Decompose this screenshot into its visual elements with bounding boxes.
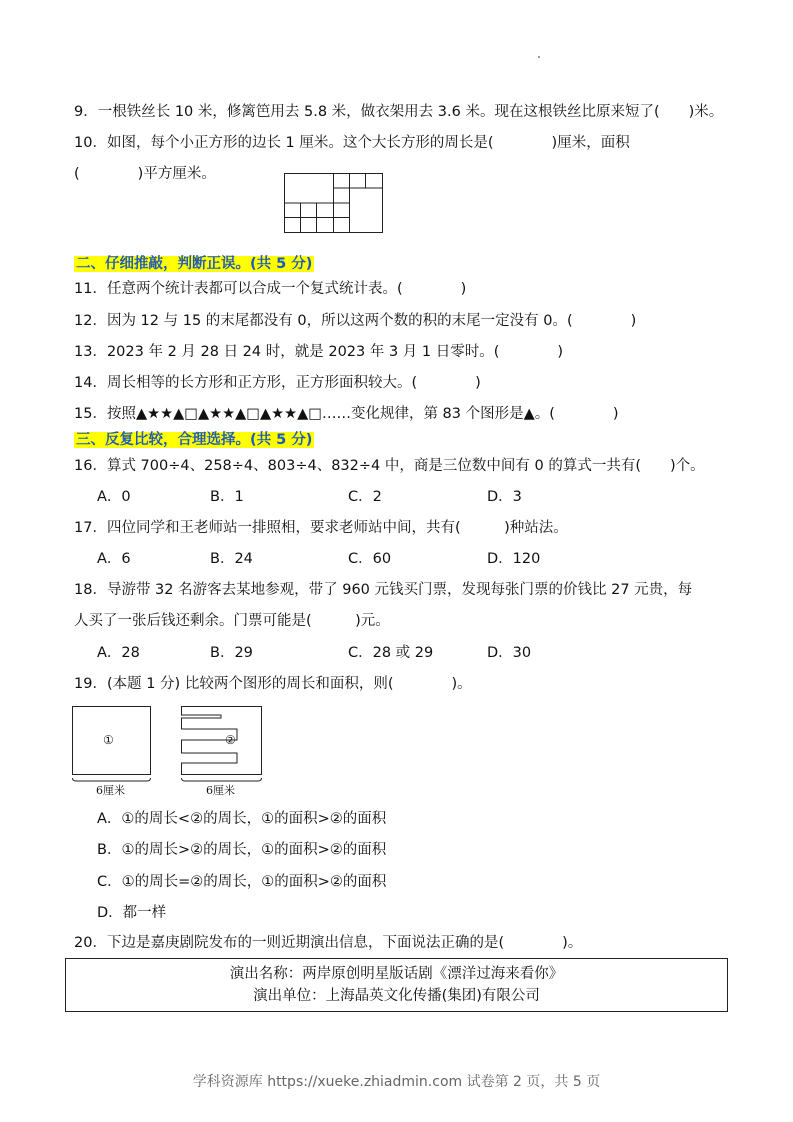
performance-organizer: 演出单位：上海晶英文化传播(集团)有限公司 [253, 988, 540, 1004]
q19-option-b: B．①的周长>②的周长，①的面积>②的面积 [97, 842, 387, 858]
performance-name: 演出名称：两岸原创明星版话剧《漂洋过海来看你》 [229, 966, 564, 982]
q18-option-b: B．29 [210, 645, 253, 661]
q19-option-c: C．①的周长=②的周长，①的面积>②的面积 [97, 874, 387, 890]
question-13: 13．2023 年 2 月 28 日 24 时，就是 2023 年 3 月 1 日零时。( ) [74, 344, 564, 360]
q17-option-b: B．24 [210, 551, 253, 567]
question-16: 16．算式 700÷4、258÷4、803÷4、832÷4 中，商是三位数中间有 0 的算式一共有( )个。 [74, 458, 705, 474]
q16-option-b: B．1 [210, 489, 244, 505]
q19-figure-2-label: ② [225, 733, 236, 747]
question-10-grid-figure [284, 173, 384, 235]
q18-option-c: C．28 或 29 [348, 645, 434, 661]
q18-option-a: A．28 [97, 645, 140, 661]
q19-figure-2-width: 6厘米 [206, 784, 235, 797]
performance-info-box [65, 958, 728, 1012]
question-20: 20．下边是嘉庚剧院发布的一则近期演出信息，下面说法正确的是( )。 [74, 935, 583, 951]
question-11: 11．任意两个统计表都可以合成一个复式统计表。( ) [74, 281, 467, 297]
question-15: 15．按照▲★★▲□▲★★▲□▲★★▲□……变化规律，第 83 个图形是▲。( ) [74, 406, 619, 422]
section-2-title: 二、仔细推敲，判断正误。(共 5 分) [76, 256, 313, 272]
q19-figure-1-label: ① [103, 733, 114, 747]
question-18-line1: 18．导游带 32 名游客去某地参观，带了 960 元钱买门票，发现每张门票的价钱比 27 元贵，每 [74, 582, 693, 598]
question-19: 19．(本题 1 分) 比较两个图形的周长和面积，则( )。 [74, 676, 472, 692]
q16-option-d: D．3 [487, 489, 522, 505]
question-10-line1: 10．如图，每个小正方形的边长 1 厘米。这个大长方形的周长是( )厘米，面积 [74, 135, 630, 151]
question-18-line2: 人买了一张后钱还剩余。门票可能是( )元。 [74, 613, 390, 629]
q19-figure-2 [181, 706, 263, 782]
question-12: 12．因为 12 与 15 的末尾都没有 0，所以这两个数的积的末尾一定没有 0。( ) [74, 313, 637, 329]
question-14: 14．周长相等的长方形和正方形，正方形面积较大。( ) [74, 375, 481, 391]
section-3-title: 三、反复比较，合理选择。(共 5 分) [76, 432, 313, 448]
q19-figure-1-width: 6厘米 [96, 784, 125, 797]
scan-speck [538, 56, 540, 58]
q19-option-a: A．①的周长<②的周长，①的面积>②的面积 [97, 811, 387, 827]
question-9: 9．一根铁丝长 10 米，修篱笆用去 5.8 米，做衣架用去 3.6 米。现在这根铁丝比原来短了( )米。 [74, 104, 724, 120]
q17-option-c: C．60 [348, 551, 392, 567]
q19-option-d: D．都一样 [97, 905, 167, 921]
q17-option-a: A．6 [97, 551, 131, 567]
section-3-heading [74, 430, 314, 450]
q18-option-d: D．30 [487, 645, 532, 661]
section-2-heading [74, 254, 314, 274]
question-17: 17．四位同学和王老师站一排照相，要求老师站中间，共有( )种站法。 [74, 520, 568, 536]
q16-option-c: C．2 [348, 489, 382, 505]
q17-option-d: D．120 [487, 551, 541, 567]
question-10-line2: ( )平方厘米。 [74, 166, 216, 182]
q16-option-a: A．0 [97, 489, 131, 505]
page-footer: 学科资源库 https://xueke.zhiadmin.com 试卷第 2 页，共 5 页 [192, 1074, 601, 1090]
